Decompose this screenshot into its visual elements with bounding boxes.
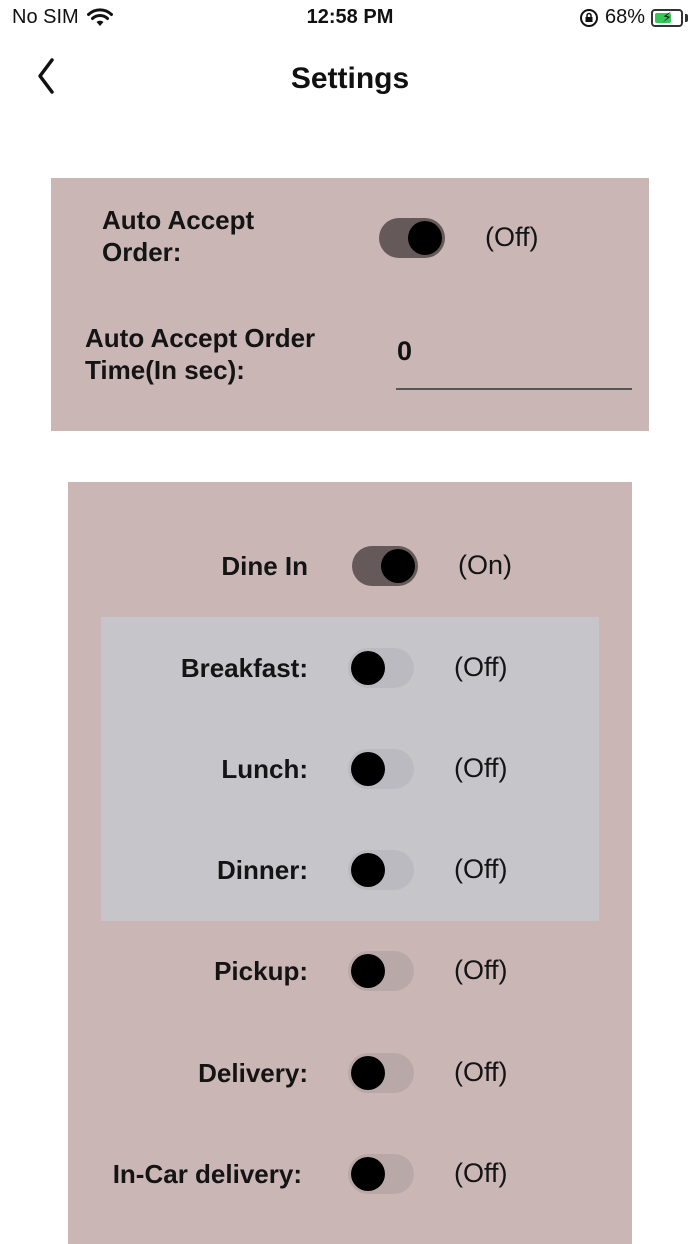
page-title: Settings (290, 62, 410, 95)
dine-in-state: (On) (458, 550, 512, 580)
navigation-bar (0, 44, 700, 116)
auto-accept-label (102, 204, 254, 268)
rotation-lock-icon (579, 8, 599, 28)
in-car-delivery-state: (Off) (454, 1158, 508, 1188)
status-time: 12:58 PM (306, 6, 394, 28)
dine-in-label: Dine In (221, 551, 308, 581)
dinner-state: (Off) (454, 854, 508, 884)
auto-accept-state: (Off) (485, 222, 539, 252)
lunch-label: Lunch: (221, 754, 308, 784)
breakfast-label: Breakfast: (180, 653, 308, 683)
pickup-state: (Off) (454, 955, 508, 985)
status-bar (0, 0, 700, 40)
auto-accept-label-line2: Order: (102, 237, 182, 267)
in-car-delivery-toggle[interactable] (348, 1154, 414, 1194)
order-types-panel (68, 482, 632, 1244)
pickup-toggle[interactable] (348, 951, 414, 991)
battery-percent: 68% (604, 6, 645, 28)
breakfast-state: (Off) (454, 652, 508, 682)
toggle-knob (351, 752, 385, 786)
carrier-label: No SIM (12, 6, 79, 28)
input-underline (396, 388, 632, 390)
toggle-knob (351, 1056, 385, 1090)
toggle-knob (351, 853, 385, 887)
toggle-knob (408, 221, 442, 255)
auto-accept-toggle[interactable] (379, 218, 445, 258)
auto-accept-label-line1: Auto Accept (102, 205, 255, 235)
lunch-toggle[interactable] (348, 749, 414, 789)
auto-accept-time-label-line2: Time(In sec): (85, 355, 245, 385)
dinner-toggle[interactable] (348, 850, 414, 890)
auto-accept-panel (51, 178, 649, 431)
delivery-toggle[interactable] (348, 1053, 414, 1093)
delivery-label: Delivery: (198, 1058, 308, 1088)
breakfast-toggle[interactable] (348, 648, 414, 688)
battery-icon: ⚡ (651, 9, 683, 27)
status-right (579, 6, 688, 29)
pickup-label: Pickup: (214, 956, 308, 986)
in-car-delivery-label: In-Car delivery: (112, 1159, 302, 1189)
toggle-knob (351, 1157, 385, 1191)
toggle-knob (351, 954, 385, 988)
lunch-state: (Off) (454, 753, 508, 783)
dine-in-toggle[interactable] (352, 546, 418, 586)
auto-accept-time-label (85, 322, 315, 386)
battery-tip (685, 14, 688, 22)
auto-accept-time-label-line1: Auto Accept Order (85, 323, 316, 353)
toggle-knob (381, 549, 415, 583)
delivery-state: (Off) (454, 1057, 508, 1087)
toggle-knob (351, 651, 385, 685)
auto-accept-time-input[interactable]: 0 (397, 336, 413, 366)
dinner-label: Dinner: (217, 855, 308, 885)
meal-options-box (101, 617, 599, 921)
